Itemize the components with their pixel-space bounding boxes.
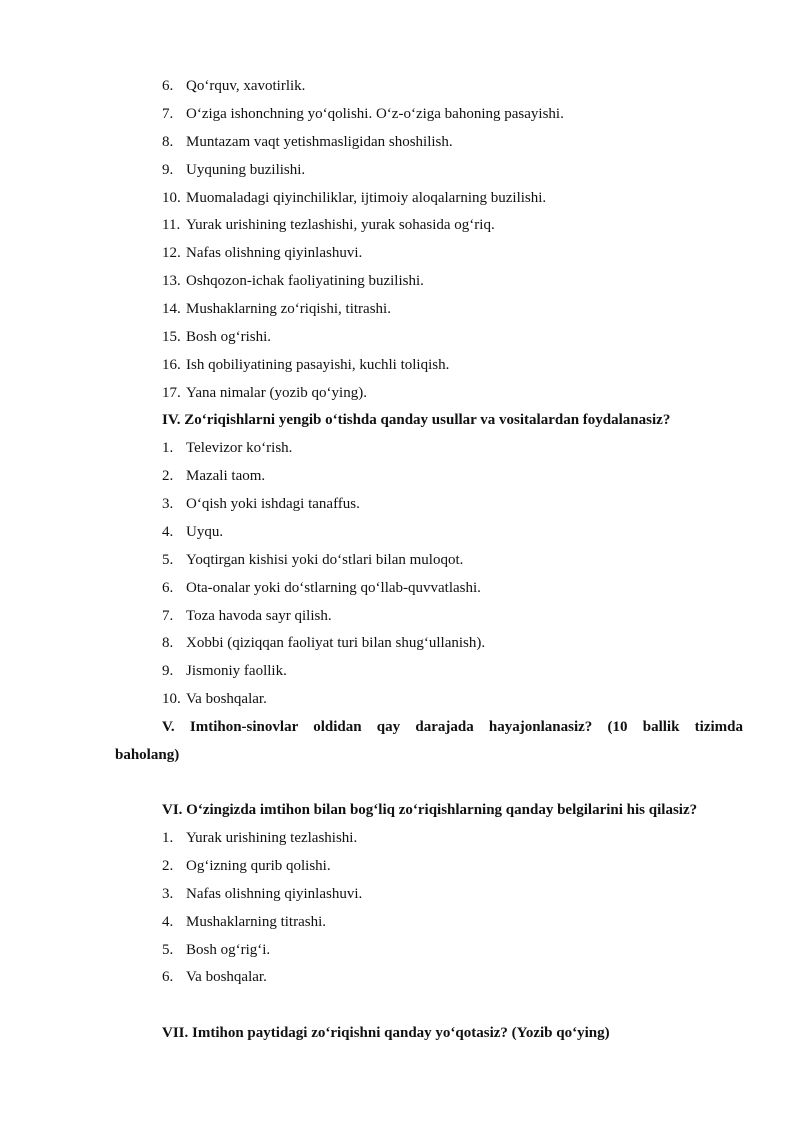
item-number: 15. <box>162 329 181 345</box>
item-text: Bosh og‘rishi. <box>186 329 272 345</box>
item-number: 17. <box>162 385 181 401</box>
item-text: Nafas olishning qiyinlashuvi. <box>186 886 363 902</box>
item-text: O‘qish yoki ishdagi tanaffus. <box>186 496 360 512</box>
item-text: Muomaladagi qiyinchiliklar, ijtimoiy aloqalarning buzilishi. <box>186 190 547 206</box>
item-number: 2. <box>162 468 174 484</box>
section-heading-iv: IV. Zo‘riqishlarni yengib o‘tishda qanday usullar va vositalardan foydalanasiz? <box>162 412 671 428</box>
item-text: Og‘izning qurib qolishi. <box>186 858 331 874</box>
item-number: 6. <box>162 969 174 985</box>
item-number: 2. <box>162 858 174 874</box>
item-text: O‘ziga ishonchning yo‘qolishi. O‘z-o‘ziga bahoning pasayishi. <box>186 106 564 122</box>
item-number: 7. <box>162 608 174 624</box>
item-number: 11. <box>162 217 181 233</box>
section-heading-v: V. Imtihon-sinovlar oldidan qay darajada hayajonlanasiz? (10 ballik tizimda <box>162 719 743 735</box>
item-text: Nafas olishning qiyinlashuvi. <box>186 245 363 261</box>
item-text: Uyquning buzilishi. <box>186 162 306 178</box>
section-heading-v-continuation: baholang) <box>115 747 180 763</box>
item-text: Va boshqalar. <box>186 691 267 707</box>
item-number: 16. <box>162 357 181 373</box>
item-number: 13. <box>162 273 181 289</box>
item-number: 10. <box>162 190 181 206</box>
item-number: 10. <box>162 691 181 707</box>
item-text: Bosh og‘rig‘i. <box>186 942 271 958</box>
item-number: 8. <box>162 635 174 651</box>
item-text: Qo‘rquv, xavotirlik. <box>186 78 306 94</box>
item-number: 9. <box>162 162 174 178</box>
item-text: Yoqtirgan kishisi yoki do‘stlari bilan muloqot. <box>186 552 464 568</box>
item-number: 9. <box>162 663 174 679</box>
item-text: Ota-onalar yoki do‘stlarning qo‘llab-quvvatlashi. <box>186 580 481 596</box>
item-number: 8. <box>162 134 174 150</box>
item-number: 7. <box>162 106 174 122</box>
item-text: Xobbi (qiziqqan faoliyat turi bilan shug‘ullanish). <box>186 635 486 651</box>
item-text: Mushaklarning zo‘riqishi, titrashi. <box>186 301 391 317</box>
item-number: 1. <box>162 440 174 456</box>
item-number: 3. <box>162 886 174 902</box>
item-text: Yurak urishining tezlashishi, yurak sohasida og‘riq. <box>186 217 495 233</box>
item-number: 12. <box>162 245 181 261</box>
item-text: Mushaklarning titrashi. <box>186 914 326 930</box>
item-text: Jismoniy faollik. <box>186 663 287 679</box>
item-number: 3. <box>162 496 174 512</box>
item-number: 6. <box>162 580 174 596</box>
item-number: 5. <box>162 942 174 958</box>
item-text: Mazali taom. <box>186 468 266 484</box>
item-text: Yana nimalar (yozib qo‘ying). <box>186 385 367 401</box>
section-heading-vii: VII. Imtihon paytidagi zo‘riqishni qanday yo‘qotasiz? (Yozib qo‘ying) <box>162 1025 610 1041</box>
item-number: 6. <box>162 78 174 94</box>
section-heading-vi: VI. O‘zingizda imtihon bilan bog‘liq zo‘riqishlarning qanday belgilarini his qilasiz? <box>162 802 698 818</box>
item-text: Va boshqalar. <box>186 969 267 985</box>
item-number: 5. <box>162 552 174 568</box>
item-number: 4. <box>162 914 174 930</box>
item-text: Televizor ko‘rish. <box>186 440 293 456</box>
item-number: 14. <box>162 301 181 317</box>
item-text: Oshqozon-ichak faoliyatining buzilishi. <box>186 273 424 289</box>
item-text: Yurak urishining tezlashishi. <box>186 830 358 846</box>
item-text: Muntazam vaqt yetishmasligidan shoshilish. <box>186 134 453 150</box>
item-text: Toza havoda sayr qilish. <box>186 608 332 624</box>
item-number: 1. <box>162 830 174 846</box>
item-number: 4. <box>162 524 174 540</box>
item-text: Ish qobiliyatining pasayishi, kuchli toliqish. <box>186 357 450 373</box>
item-text: Uyqu. <box>186 524 224 540</box>
